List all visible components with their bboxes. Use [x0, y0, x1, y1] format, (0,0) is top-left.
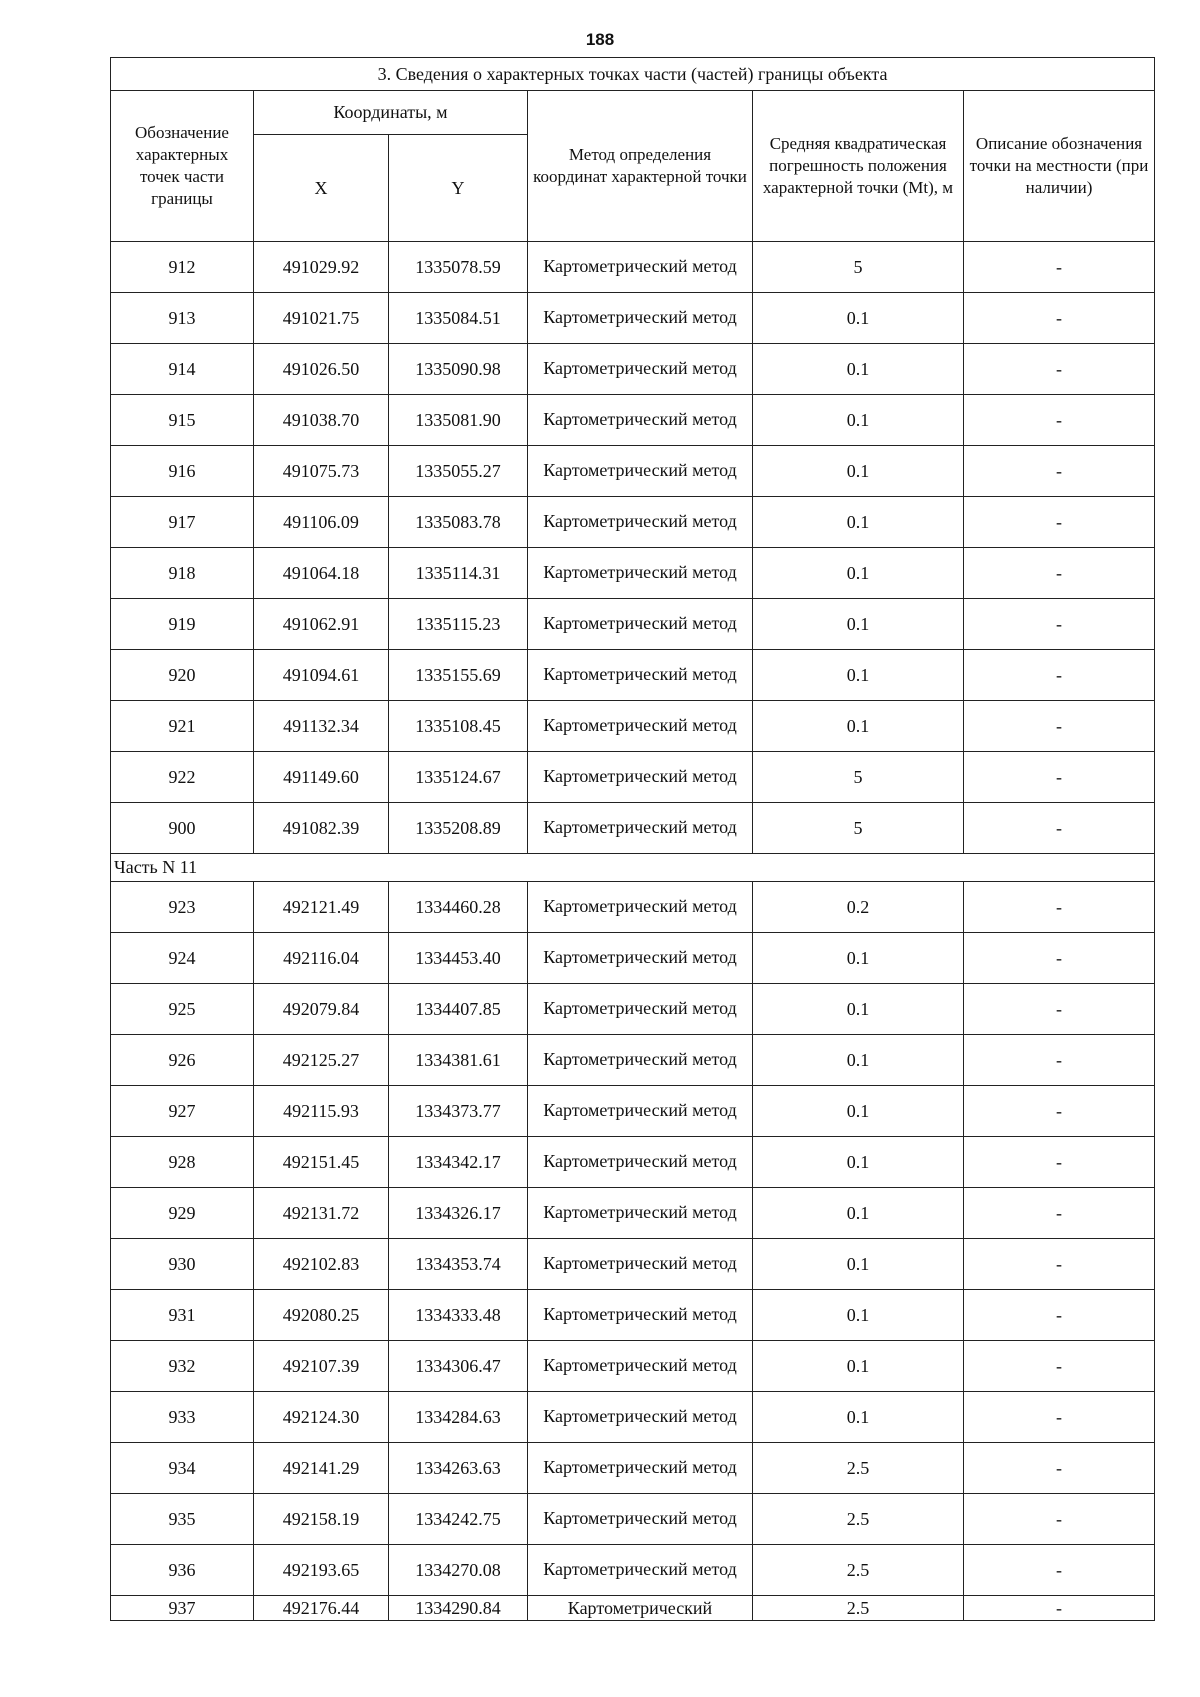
cell-point: 924 — [111, 933, 254, 984]
cell-method: Картометрический метод — [528, 293, 753, 344]
cell-y: 1334284.63 — [389, 1392, 528, 1443]
cell-point: 900 — [111, 803, 254, 854]
characteristic-points-table — [110, 57, 1155, 1621]
table-row — [111, 803, 1155, 854]
cell-error: 0.1 — [753, 497, 964, 548]
header-y: Y — [389, 135, 528, 242]
cell-method: Картометрический метод — [528, 1086, 753, 1137]
cell-y: 1334326.17 — [389, 1188, 528, 1239]
header-x: X — [254, 135, 389, 242]
cell-point: 918 — [111, 548, 254, 599]
cell-description: - — [964, 650, 1155, 701]
cell-point: 925 — [111, 984, 254, 1035]
table-row — [111, 933, 1155, 984]
cell-error: 0.1 — [753, 933, 964, 984]
cell-x: 491082.39 — [254, 803, 389, 854]
table-caption: 3. Сведения о характерных точках части (частей) границы объекта — [111, 58, 1155, 91]
cell-point: 928 — [111, 1137, 254, 1188]
cell-method: Картометрический метод — [528, 548, 753, 599]
cell-method: Картометрический метод — [528, 1035, 753, 1086]
cell-x: 491029.92 — [254, 242, 389, 293]
cell-x: 491021.75 — [254, 293, 389, 344]
cell-method: Картометрический метод — [528, 446, 753, 497]
table-row — [111, 1494, 1155, 1545]
cell-method: Картометрический метод — [528, 752, 753, 803]
cell-point: 915 — [111, 395, 254, 446]
cell-y: 1334381.61 — [389, 1035, 528, 1086]
cell-y: 1335108.45 — [389, 701, 528, 752]
table-row — [111, 1545, 1155, 1596]
cell-x: 492176.44 — [254, 1596, 389, 1621]
page-number: 188 — [585, 30, 615, 49]
cell-y: 1334353.74 — [389, 1239, 528, 1290]
header-coordinates: Координаты, м — [254, 91, 528, 135]
cell-x: 492151.45 — [254, 1137, 389, 1188]
table-row — [111, 548, 1155, 599]
cell-point: 932 — [111, 1341, 254, 1392]
cell-error: 0.2 — [753, 882, 964, 933]
cell-error: 2.5 — [753, 1443, 964, 1494]
cell-description: - — [964, 1290, 1155, 1341]
cell-description: - — [964, 1443, 1155, 1494]
cell-method: Картометрический — [528, 1596, 753, 1621]
cell-method: Картометрический метод — [528, 1392, 753, 1443]
cell-point: 912 — [111, 242, 254, 293]
table-row — [111, 650, 1155, 701]
cell-point: 935 — [111, 1494, 254, 1545]
table-row — [111, 242, 1155, 293]
cell-x: 492125.27 — [254, 1035, 389, 1086]
cell-error: 0.1 — [753, 1086, 964, 1137]
cell-error: 0.1 — [753, 1392, 964, 1443]
cell-y: 1335083.78 — [389, 497, 528, 548]
table-row — [111, 446, 1155, 497]
cell-method: Картометрический метод — [528, 1341, 753, 1392]
cell-error: 0.1 — [753, 446, 964, 497]
table-row — [111, 1392, 1155, 1443]
cell-error: 0.1 — [753, 1137, 964, 1188]
cell-description: - — [964, 1341, 1155, 1392]
cell-description: - — [964, 446, 1155, 497]
header-description: Описание обозначения точки на местности (при наличии) — [964, 91, 1155, 242]
cell-y: 1335081.90 — [389, 395, 528, 446]
cell-error: 0.1 — [753, 701, 964, 752]
cell-error: 0.1 — [753, 1239, 964, 1290]
cell-description: - — [964, 242, 1155, 293]
table-row — [111, 293, 1155, 344]
cell-error: 2.5 — [753, 1545, 964, 1596]
cell-point: 936 — [111, 1545, 254, 1596]
table-row — [111, 701, 1155, 752]
cell-y: 1334242.75 — [389, 1494, 528, 1545]
cell-description: - — [964, 1596, 1155, 1621]
cell-error: 5 — [753, 242, 964, 293]
cell-description: - — [964, 1137, 1155, 1188]
cell-error: 0.1 — [753, 1341, 964, 1392]
table-row — [111, 497, 1155, 548]
cell-x: 491106.09 — [254, 497, 389, 548]
cell-description: - — [964, 293, 1155, 344]
cell-description: - — [964, 803, 1155, 854]
cell-error: 0.1 — [753, 1035, 964, 1086]
cell-description: - — [964, 1188, 1155, 1239]
cell-description: - — [964, 933, 1155, 984]
cell-point: 921 — [111, 701, 254, 752]
cell-description: - — [964, 1086, 1155, 1137]
cell-y: 1334263.63 — [389, 1443, 528, 1494]
cell-y: 1334306.47 — [389, 1341, 528, 1392]
cell-point: 923 — [111, 882, 254, 933]
cell-y: 1334407.85 — [389, 984, 528, 1035]
cell-point: 937 — [111, 1596, 254, 1621]
cell-y: 1334342.17 — [389, 1137, 528, 1188]
cell-description: - — [964, 1392, 1155, 1443]
cell-method: Картометрический метод — [528, 1188, 753, 1239]
cell-x: 491094.61 — [254, 650, 389, 701]
cell-y: 1335208.89 — [389, 803, 528, 854]
cell-point: 931 — [111, 1290, 254, 1341]
cell-method: Картометрический метод — [528, 1290, 753, 1341]
cell-description: - — [964, 984, 1155, 1035]
table-row — [111, 984, 1155, 1035]
cell-point: 930 — [111, 1239, 254, 1290]
cell-point: 917 — [111, 497, 254, 548]
cell-error: 0.1 — [753, 650, 964, 701]
cell-method: Картометрический метод — [528, 1494, 753, 1545]
cell-y: 1335155.69 — [389, 650, 528, 701]
cell-description: - — [964, 548, 1155, 599]
cell-point: 920 — [111, 650, 254, 701]
cell-y: 1335084.51 — [389, 293, 528, 344]
cell-error: 0.1 — [753, 293, 964, 344]
cell-method: Картометрический метод — [528, 882, 753, 933]
cell-y: 1335078.59 — [389, 242, 528, 293]
table-row — [111, 344, 1155, 395]
cell-x: 492158.19 — [254, 1494, 389, 1545]
cell-method: Картометрический метод — [528, 599, 753, 650]
cell-y: 1334460.28 — [389, 882, 528, 933]
cell-y: 1335115.23 — [389, 599, 528, 650]
cell-x: 492107.39 — [254, 1341, 389, 1392]
cell-method: Картометрический метод — [528, 344, 753, 395]
table-row — [111, 1290, 1155, 1341]
cell-error: 0.1 — [753, 1290, 964, 1341]
header-method: Метод определения координат характерной точки — [528, 91, 753, 242]
cell-point: 914 — [111, 344, 254, 395]
cell-method: Картометрический метод — [528, 1239, 753, 1290]
cell-x: 492131.72 — [254, 1188, 389, 1239]
cell-x: 492080.25 — [254, 1290, 389, 1341]
cell-x: 491062.91 — [254, 599, 389, 650]
cell-description: - — [964, 882, 1155, 933]
cell-error: 0.1 — [753, 984, 964, 1035]
cell-description: - — [964, 1239, 1155, 1290]
table-row — [111, 395, 1155, 446]
cell-y: 1335124.67 — [389, 752, 528, 803]
cell-error: 5 — [753, 803, 964, 854]
cell-description: - — [964, 599, 1155, 650]
cell-method: Картометрический метод — [528, 1545, 753, 1596]
part-label: Часть N 11 — [111, 854, 1155, 882]
cell-error: 0.1 — [753, 344, 964, 395]
cell-error: 0.1 — [753, 548, 964, 599]
cell-method: Картометрический метод — [528, 1443, 753, 1494]
cell-description: - — [964, 395, 1155, 446]
cell-method: Картометрический метод — [528, 803, 753, 854]
header-error: Средняя квадратическая погрешность положения характерной точки (Mt), м — [753, 91, 964, 242]
cell-point: 933 — [111, 1392, 254, 1443]
table-row — [111, 1035, 1155, 1086]
cell-x: 492115.93 — [254, 1086, 389, 1137]
table-row — [111, 1086, 1155, 1137]
cell-method: Картометрический метод — [528, 650, 753, 701]
cell-x: 491075.73 — [254, 446, 389, 497]
table-row — [111, 599, 1155, 650]
cell-description: - — [964, 1035, 1155, 1086]
table-row — [111, 1188, 1155, 1239]
cell-description: - — [964, 497, 1155, 548]
cell-x: 492193.65 — [254, 1545, 389, 1596]
cell-x: 492079.84 — [254, 984, 389, 1035]
cell-description: - — [964, 344, 1155, 395]
cell-y: 1335114.31 — [389, 548, 528, 599]
cell-description: - — [964, 752, 1155, 803]
cell-method: Картометрический метод — [528, 395, 753, 446]
cell-description: - — [964, 701, 1155, 752]
cell-x: 492141.29 — [254, 1443, 389, 1494]
cell-y: 1335090.98 — [389, 344, 528, 395]
table-row — [111, 1596, 1155, 1621]
cell-point: 926 — [111, 1035, 254, 1086]
cell-point: 934 — [111, 1443, 254, 1494]
table-row — [111, 1137, 1155, 1188]
header-point: Обозначение характерных точек части границы — [111, 91, 254, 242]
cell-x: 492121.49 — [254, 882, 389, 933]
cell-x: 491064.18 — [254, 548, 389, 599]
cell-description: - — [964, 1494, 1155, 1545]
cell-method: Картометрический метод — [528, 984, 753, 1035]
cell-point: 929 — [111, 1188, 254, 1239]
cell-x: 492124.30 — [254, 1392, 389, 1443]
cell-y: 1334373.77 — [389, 1086, 528, 1137]
cell-x: 491149.60 — [254, 752, 389, 803]
table-body — [111, 242, 1155, 1621]
table-row — [111, 1239, 1155, 1290]
cell-point: 922 — [111, 752, 254, 803]
cell-error: 0.1 — [753, 599, 964, 650]
cell-method: Картометрический метод — [528, 497, 753, 548]
cell-method: Картометрический метод — [528, 933, 753, 984]
cell-method: Картометрический метод — [528, 242, 753, 293]
cell-point: 913 — [111, 293, 254, 344]
part-label-row — [111, 854, 1155, 882]
cell-error: 0.1 — [753, 395, 964, 446]
cell-x: 491038.70 — [254, 395, 389, 446]
cell-error: 2.5 — [753, 1596, 964, 1621]
cell-description: - — [964, 1545, 1155, 1596]
cell-y: 1334453.40 — [389, 933, 528, 984]
cell-y: 1334290.84 — [389, 1596, 528, 1621]
cell-point: 919 — [111, 599, 254, 650]
cell-y: 1334333.48 — [389, 1290, 528, 1341]
cell-x: 491026.50 — [254, 344, 389, 395]
cell-x: 491132.34 — [254, 701, 389, 752]
cell-y: 1335055.27 — [389, 446, 528, 497]
cell-error: 2.5 — [753, 1494, 964, 1545]
table-row — [111, 752, 1155, 803]
table-row — [111, 882, 1155, 933]
cell-y: 1334270.08 — [389, 1545, 528, 1596]
table-row — [111, 1341, 1155, 1392]
table-row — [111, 1443, 1155, 1494]
cell-point: 916 — [111, 446, 254, 497]
cell-error: 5 — [753, 752, 964, 803]
cell-method: Картометрический метод — [528, 1137, 753, 1188]
cell-x: 492102.83 — [254, 1239, 389, 1290]
cell-method: Картометрический метод — [528, 701, 753, 752]
cell-error: 0.1 — [753, 1188, 964, 1239]
cell-x: 492116.04 — [254, 933, 389, 984]
cell-point: 927 — [111, 1086, 254, 1137]
